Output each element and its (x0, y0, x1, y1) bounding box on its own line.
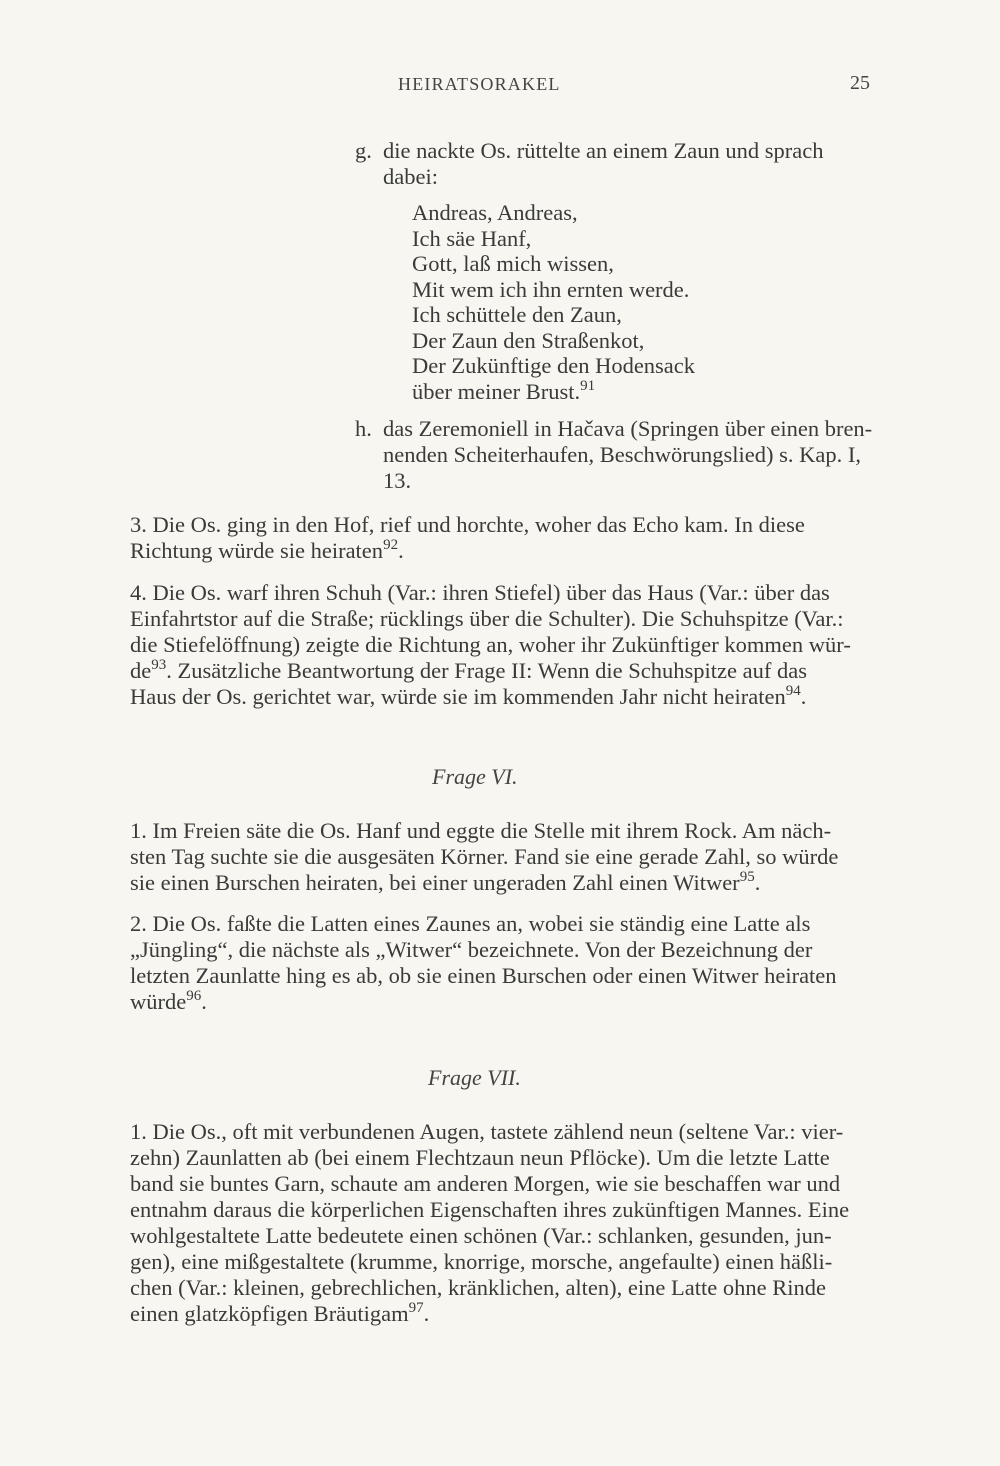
text-line: einen glatzköpfigen Bräutigam$^{97}$. (130, 1300, 430, 1326)
item-marker: g. (355, 138, 372, 163)
item-marker: h. (355, 416, 372, 441)
paragraph-3 (130, 512, 805, 564)
footnote-ref: 94 (785, 683, 801, 699)
text-line: 1. Die Os., oft mit verbundenen Augen, tastete zählend neun (seltene Var.: vier- (130, 1119, 844, 1144)
footnote-ref: 93 (151, 657, 167, 673)
text-line: $de^{93}$. Zusätzliche Beantwortung der Frage II: Wenn die Schuhspitze auf das (130, 657, 807, 683)
running-header: HEIRATSORAKEL (398, 74, 561, 94)
paragraph-7-1 (130, 1119, 849, 1327)
text-line: 2. Die Os. faßte die Latten eines Zaunes an, wobei sie ständig eine Latte als (130, 911, 811, 936)
verse-line: Andreas, Andreas, (412, 200, 578, 225)
footnote-ref: 92 (383, 537, 399, 553)
text-line: Einfahrtstor auf die Straße; rücklings über die Schulter). Die Schuhspitze (Var.: (130, 606, 844, 631)
text-line: zehn) Zaunlatten ab (bei einem Flechtzaun neun Pflöcke). Um die letzte Latte (130, 1145, 830, 1170)
text-line: Richtung würde sie heiraten$^{92}$. (130, 537, 404, 563)
section-heading: Frage VII. (428, 1065, 521, 1090)
footnote-ref: 95 (739, 869, 755, 885)
verse-line: Der Zaun den Straßenkot, (412, 327, 645, 353)
verse-line: Der Zukünftige den Hodensack (412, 353, 696, 378)
item-text (383, 138, 823, 190)
verse-line: Ich schüttele den Zaun, (412, 302, 622, 327)
text-line: letzten Zaunlatte hing es ab, ob sie einen Burschen oder einen Witwer heiraten (130, 963, 837, 988)
text-line: wohlgestaltete Latte bedeutete einen schönen (Var.: schlanken, gesunden, jun- (130, 1223, 832, 1248)
text-line: chen (Var.: kleinen, gebrechlichen, kränklichen, alten), eine Latte ohne Rinde (130, 1275, 826, 1300)
item-text (383, 416, 872, 494)
text-line: sten Tag suchte sie die ausgesäten Körner. Fand sie eine gerade Zahl, so würde (130, 844, 839, 869)
text-line: gen), eine mißgestaltete (krumme, knorrige, morsche, angefaulte) einen häßli- (130, 1249, 833, 1274)
section-heading: Frage VI. (432, 764, 518, 789)
paragraph-6-1 (130, 818, 838, 896)
text-line: dabei: (383, 164, 438, 189)
verse-line: Ich säe Hanf, (412, 225, 532, 251)
footnote-ref: 91 (580, 377, 596, 394)
verse-text: über meiner Brust. (412, 378, 581, 404)
paragraph-4 (130, 580, 851, 710)
text-line: nenden Scheiterhaufen, Beschwörungslied) s. Kap. I, (383, 442, 861, 467)
verse-line: Gott, laß mich wissen, (412, 251, 614, 276)
text-line: das Zeremoniell in Hačava (Springen über einen bren- (383, 416, 873, 441)
text-line: die nackte Os. rüttelte an einem Zaun und sprach (383, 138, 824, 163)
verse-line: Mit wem ich ihn ernten werde. (412, 276, 690, 302)
text-line: würde$^{96}$. (130, 988, 207, 1014)
text-line: 4. Die Os. warf ihren Schuh (Var.: ihren Stiefel) über das Haus (Var.: über das (130, 580, 830, 605)
text-line: band sie buntes Garn, schaute am anderen Morgen, wie sie beschaffen war und (130, 1171, 841, 1196)
footnote-ref: 97 (408, 1300, 424, 1316)
verse-line (412, 379, 695, 405)
text-line: sie einen Burschen heiraten, bei einer ungeraden Zahl einen Witwer$^{95}$. (130, 869, 761, 895)
text-line: entnahm daraus die körperlichen Eigenschaften ihres zukünftigen Mannes. Eine (130, 1197, 850, 1222)
text-line: die Stiefelöffnung) zeigte die Richtung an, woher ihr Zukünftiger kommen wür- (130, 632, 851, 657)
text-line: 3. Die Os. ging in den Hof, rief und horchte, woher das Echo kam. In diese (130, 512, 805, 537)
verse-block (412, 200, 695, 404)
footnote-ref: 96 (186, 988, 202, 1004)
text-line: 1. Im Freien säte die Os. Hanf und eggte die Stelle mit ihrem Rock. Am näch- (130, 818, 832, 843)
text-line: Haus der Os. gerichtet war, würde sie im kommenden Jahr nicht heiraten$^{94}$. (130, 683, 807, 709)
paragraph-6-2 (130, 911, 837, 1015)
page-number: 25 (850, 72, 870, 94)
text-line: „Jüngling“, die nächste als „Witwer“ bezeichnete. Von der Bezeichnung der (130, 937, 813, 962)
text-line: 13. (383, 468, 412, 493)
